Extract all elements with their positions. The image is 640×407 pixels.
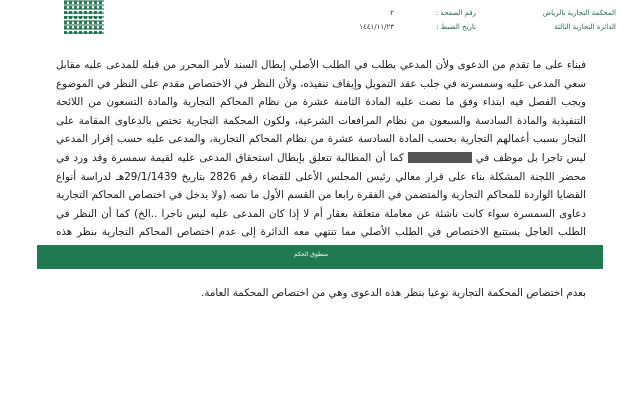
qr-code-overlay: [64, 0, 104, 34]
reasoning-part-1: فبناء على ما تقدم من الدعوى ولأن المدعي يطلب في الطلب الأصلي إبطال السند لأمر المحرر من قبله للمدعى عليه مقابل سعي المدعى عليه وسمسرته في جلب عقد التمويل وإيقاف تنفيذه، ولأن النظر في الاختصاص مقدم على النظر في الموضوع ويجب الفصل فيه ابتداء وفق ما نصت عليه المادة الثامنة عشرة من نظام المحاكم التجارية والمادة التسعون من اللائحة التنفيذية والمادة السادسة والسبعون من نظام المرافعات الشرعية، ولكون المحكمة التجارية تختص بالدعاوى المقامة على التجار بسبب أعمالهم التجارية بحسب المادة السادسة عشرة من نظام المحاكم التجارية، والمدعى عليه حسب إقرار المدعي ليس تاجرا بل موظف في: [56, 59, 587, 164]
redaction-block: [408, 152, 472, 163]
header-values: [316, 6, 394, 34]
verdict-section-label: منطوق الحكم: [293, 251, 328, 258]
page-number-label: رقم الصفحة :: [435, 9, 476, 17]
reasoning-part-2: كما أن المطالبة تتعلق بإبطال استحقاق المدعى عليه لقيمة سمسرة وقد ورد في محضر اللجنة المشكلة بناء على قرار معالي رئيس المجلس الأعلى للقضاء رقم 2826 بتاريخ 29/1/1439هـ لدراسة أنواع القضايا الواردة للمحاكم التجارية والمتضمن في الفقرة رابعا من القسم الأول ما نصه (ولا يدخل في اختصاص المحاكم التجارية دعاوى السمسرة سواء كانت ناشئة عن معاملة متعلقة بعقار أم لا إذا كان المدعى عليه ليس تاجرا ..الخ) كما أن النظر في الطلب العاجل يستتبع الاختصاص في الطلب الأصلي مما تنتهي معه الدائرة إلى عدم اختصاص المحاكم التجارية بنظر هذه: [56, 151, 586, 239]
document-header: [56, 0, 616, 40]
header-labels: [396, 6, 476, 34]
court-name: المحكمة التجارية بالرياض: [542, 9, 616, 17]
page-number-value: ٢: [390, 9, 394, 17]
record-date-label: تاريخ الضبط :: [436, 23, 476, 31]
circuit-name: الدائرة التجارية الثالثة: [554, 23, 616, 31]
reasoning-paragraph: [56, 56, 586, 261]
verdict-text: بعدم اختصاص المحكمة التجارية نوعيا بنظر هذه الدعوى وهي من اختصاص المحكمة العامة.: [201, 287, 586, 299]
verdict-section-bar: [37, 245, 603, 269]
court-info: [486, 6, 616, 34]
record-date-value: ١٤٤١/١١/٢٣: [359, 23, 394, 31]
reasoning-text: [56, 56, 586, 261]
